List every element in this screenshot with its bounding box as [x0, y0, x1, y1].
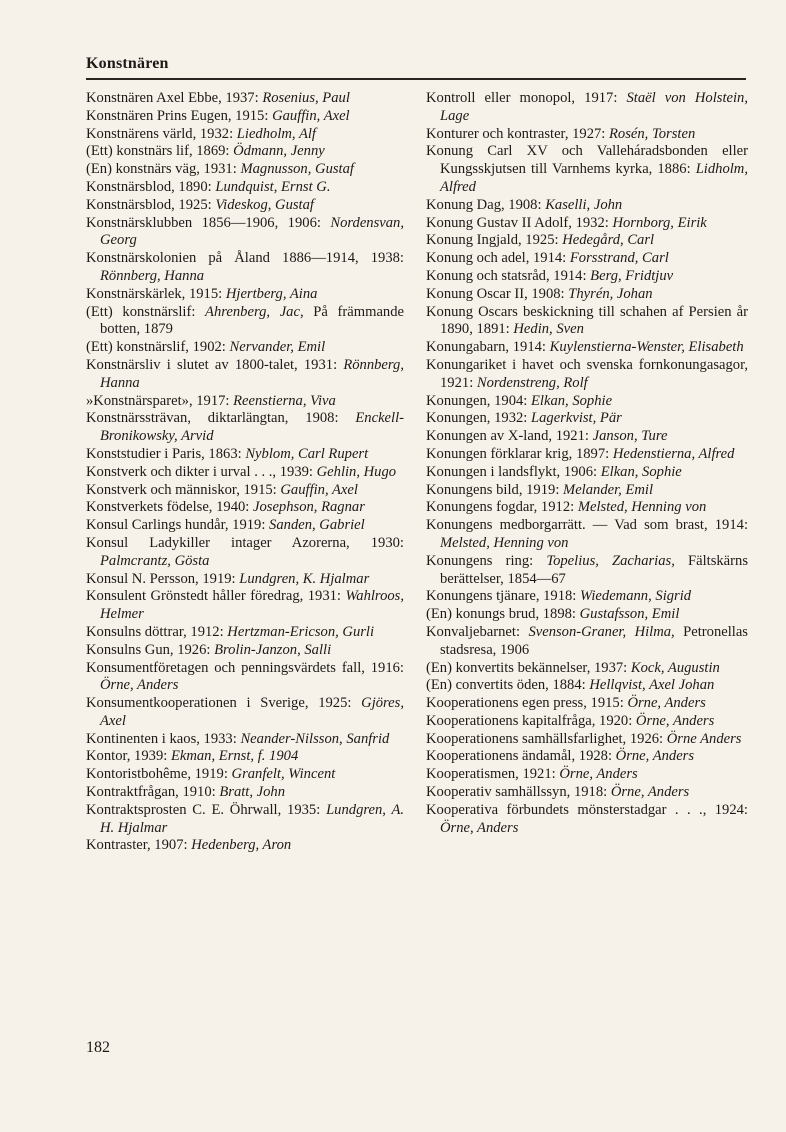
entry-author: Brolin-Janzon, Salli [214, 641, 332, 658]
entry-author: Hedenstierna, Alfred [612, 445, 735, 462]
entry-author: Lundgren, K. Hjalmar [239, 570, 370, 587]
entry-title: Konstnären Prins Eugen, 1915: [86, 107, 273, 124]
entry-title: Konstnärsklubben 1856—1906, 1906: [86, 214, 331, 231]
index-entry [426, 393, 748, 411]
index-entry [426, 410, 748, 428]
index-entry [426, 499, 748, 517]
entry-title: Konungariket i havet och svenska fornkonungasagor, 1921: [426, 356, 748, 391]
entry-author: Magnusson, Gustaf [240, 161, 354, 178]
index-entry [86, 802, 404, 838]
entry-author: Reenstierna, Viva [233, 392, 336, 409]
entry-author: Wahlroos, Helmer [100, 588, 404, 623]
entry-title: Konung Ingjald, 1925: [426, 232, 563, 249]
index-entry [86, 161, 404, 179]
index-entry [426, 250, 748, 268]
index-entry [426, 660, 748, 678]
entry-author: Topelius, Zacharias, [546, 552, 675, 569]
entry-author: Josephson, Ragnar [253, 499, 365, 516]
right-column [426, 90, 748, 837]
entry-author: Hornborg, Eirik [612, 214, 707, 231]
index-entry [426, 464, 748, 482]
index-entry [426, 428, 748, 446]
entry-title: Kontraktfrågan, 1910: [86, 784, 220, 801]
entry-title: Konungens tjänare, 1918: [426, 588, 581, 605]
entry-author: Ahrenberg, Jac, [205, 303, 304, 320]
index-entry [86, 393, 404, 411]
entry-author: Kock, Augustin [630, 659, 720, 676]
entry-title: Konung Gustav II Adolf, 1932: [426, 214, 613, 231]
entry-author: Nordenstreng, Rolf [476, 374, 588, 391]
index-entry [426, 268, 748, 286]
entry-title: Konstnären Axel Ebbe, 1937: [86, 90, 263, 106]
entry-title: Konung och adel, 1914: [426, 250, 570, 267]
entry-title: Konvaljebarnet: [426, 623, 529, 640]
entry-title: Konstnärsblod, 1890: [86, 178, 216, 195]
entry-title: Kooperationens samhällsfarlighet, 1926: [426, 730, 667, 747]
running-header: Konstnären [86, 55, 169, 72]
entry-author: Berg, Fridtjuv [590, 267, 674, 284]
entry-title: Konsulns Gun, 1926: [86, 641, 215, 658]
entry-suffix: Petronellas stadsresa, 1906 [440, 623, 748, 658]
index-entry [426, 517, 748, 553]
entry-author: Örne, Anders [610, 784, 690, 801]
index-entry [86, 499, 404, 517]
entry-author: Rosén, Torsten [609, 125, 696, 142]
entry-title: Kooperatismen, 1921: [426, 766, 560, 783]
entry-title: Konstnärens värld, 1932: [86, 125, 237, 142]
left-column [86, 90, 404, 855]
index-entry [426, 286, 748, 304]
entry-author: Nyblom, Carl Rupert [245, 445, 369, 462]
page-number: 182 [86, 1039, 110, 1056]
entry-author: Rönnberg, Hanna [100, 356, 404, 391]
entry-title: Konstnärsliv i slutet av 1800-talet, 1931: [86, 356, 344, 373]
entry-author: Lidholm, Alfred [440, 161, 748, 195]
entry-title: Konungens medborgarrätt. — Vad som brast, 1914: [426, 517, 748, 534]
entry-title: Konsul Carlings hundår, 1919: [86, 517, 270, 534]
index-entry [86, 624, 404, 642]
index-entry [86, 748, 404, 766]
index-entry [86, 215, 404, 251]
entry-title: Konungabarn, 1914: [426, 339, 550, 356]
entry-author: Hertzman-Ericson, Gurli [227, 623, 375, 640]
index-entry [426, 357, 748, 393]
entry-author: Janson, Ture [592, 428, 668, 445]
entry-title: Kooperativ samhällssyn, 1918: [426, 784, 611, 801]
index-entry [426, 802, 748, 838]
entry-author: Örne, Anders [627, 695, 706, 712]
entry-title: »Konstnärsparet», 1917: [86, 392, 234, 409]
entry-author: Hjertberg, Aina [225, 285, 318, 302]
index-entry [86, 784, 404, 802]
index-entry [86, 517, 404, 535]
entry-author: Elkan, Sophie [531, 392, 613, 409]
entry-title: Konungens bild, 1919: [426, 481, 564, 498]
entry-title: Konstnärskärlek, 1915: [86, 285, 226, 302]
entry-title: Kontoristbohême, 1919: [86, 766, 232, 783]
entry-title: Konsulent Grönstedt håller föredrag, 1931: [86, 588, 346, 605]
index-entry [426, 197, 748, 215]
entry-author: Enckell-Bronikowsky, Arvid [100, 410, 404, 445]
entry-title: Konungens fogdar, 1912: [426, 499, 578, 516]
index-entry [426, 588, 748, 606]
entry-title: Konsulns döttrar, 1912: [86, 623, 228, 640]
entry-author: Gjöres, Axel [100, 695, 404, 729]
entry-title: Konung och statsråd, 1914: [426, 267, 591, 284]
index-entry [86, 143, 404, 161]
index-entry [86, 339, 404, 357]
entry-author: Örne, Anders [635, 712, 715, 729]
index-entry [426, 482, 748, 500]
entry-title: Konungens ring: [426, 552, 547, 569]
index-entry [86, 731, 404, 749]
entry-title: Kooperativa förbundets mönsterstadgar . . ., 1924: [426, 801, 748, 818]
entry-title: Konstverkets födelse, 1940: [86, 499, 253, 516]
index-entry [86, 304, 404, 340]
entry-title: (En) konungs brud, 1898: [426, 606, 580, 623]
index-entry [426, 215, 748, 233]
entry-author: Bratt, John [219, 784, 286, 801]
index-entry [86, 695, 404, 731]
index-entry [426, 232, 748, 250]
entry-title: Konststudier i Paris, 1863: [86, 445, 246, 462]
entry-author: Melsted, Henning von [440, 534, 569, 551]
entry-author: Rosenius, Paul [262, 90, 350, 106]
index-entry [426, 731, 748, 749]
index-entry [426, 624, 748, 660]
index-entry [426, 748, 748, 766]
index-entry [86, 126, 404, 144]
entry-title: Konung Dag, 1908: [426, 196, 546, 213]
entry-author: Videskog, Gustaf [215, 196, 314, 213]
entry-author: Neander-Nilsson, Sanfrid [240, 730, 390, 747]
index-entry [426, 553, 748, 589]
entry-title: (Ett) konstnärslif: [86, 303, 206, 320]
entry-title: Konung Oscars beskickning till schahen af Persien år 1890, 1891: [426, 303, 748, 338]
entry-author: Melsted, Henning von [577, 499, 707, 516]
entry-title: Konsumentkooperationen i Sverige, 1925: [86, 695, 362, 712]
entry-title: Konungen av X-land, 1921: [426, 428, 593, 445]
index-entry [426, 339, 748, 357]
entry-title: Konungen, 1932: [426, 410, 531, 427]
index-entry [86, 197, 404, 215]
entry-title: Konsul N. Persson, 1919: [86, 570, 240, 587]
entry-author: Thyrén, Johan [568, 285, 653, 302]
entry-title: (En) konvertits bekännelser, 1937: [426, 659, 631, 676]
entry-title: Konstnärskolonien på Åland 1886—1914, 1938: [86, 250, 404, 267]
entry-author: Hellqvist, Axel Johan [589, 677, 715, 694]
index-entry [86, 90, 404, 108]
entry-author: Ekman, Ernst, f. 1904 [170, 748, 299, 765]
entry-title: (En) konstnärs väg, 1931: [86, 161, 241, 178]
entry-author: Liedholm, Alf [236, 125, 316, 142]
index-entry [426, 784, 748, 802]
index-entry [426, 713, 748, 731]
index-entry [86, 766, 404, 784]
entry-author: Melander, Emil [563, 481, 654, 498]
index-entry [86, 250, 404, 286]
entry-title: Konturer och kontraster, 1927: [426, 125, 610, 142]
index-entry [426, 695, 748, 713]
entry-author: Svenson-Graner, Hilma, [528, 623, 675, 640]
index-entry [86, 482, 404, 500]
entry-author: Sanden, Gabriel [269, 517, 365, 534]
entry-author: Staël von Holstein, Lage [440, 90, 748, 124]
entry-title: Konstnärsblod, 1925: [86, 196, 216, 213]
entry-title: Kontinenten i kaos, 1933: [86, 730, 241, 747]
entry-author: Nervander, Emil [229, 339, 326, 356]
entry-title: Konung Carl XV och Valleháradsbonden eller Kungsskjutsen till Varnhems kyrka, 1886: [426, 143, 748, 178]
entry-title: Kooperationens ändamål, 1928: [426, 748, 616, 765]
entry-author: Kuylenstierna-Wenster, Elisabeth [549, 339, 744, 356]
entry-author: Örne, Anders [615, 748, 695, 765]
index-entry [426, 446, 748, 464]
index-entry [426, 606, 748, 624]
entry-title: Konstnärssträvan, diktarlängtan, 1908: [86, 410, 356, 427]
index-entry [426, 143, 748, 196]
entry-author: Örne, Anders [440, 819, 519, 836]
index-entry [86, 286, 404, 304]
entry-title: Konungen i landsflykt, 1906: [426, 463, 601, 480]
index-entry [86, 660, 404, 696]
entry-author: Hedin, Sven [513, 321, 584, 338]
entry-author: Lundgren, A. H. Hjalmar [100, 801, 405, 836]
index-entry [86, 588, 404, 624]
entry-author: Nordensvan, Georg [100, 214, 404, 249]
entry-author: Rönnberg, Hanna [100, 267, 205, 284]
entry-author: Palmcrantz, Gösta [100, 552, 210, 569]
entry-author: Gauffin, Axel [272, 107, 350, 124]
entry-title: Konsul Ladykiller intager Azorerna, 1930: [86, 534, 404, 551]
entry-suffix: Fältskärns berättelser, 1854—67 [440, 552, 748, 587]
index-entry [86, 108, 404, 126]
index-entry [86, 571, 404, 589]
index-entry [86, 837, 404, 855]
index-entry [86, 357, 404, 393]
entry-title: Kontroll eller monopol, 1917: [426, 90, 627, 106]
entry-author: Gustafsson, Emil [579, 606, 680, 623]
entry-title: Konsumentföretagen och penningsvärdets fall, 1916: [86, 659, 404, 676]
index-entry [426, 90, 748, 126]
entry-suffix: På främmande botten, 1879 [100, 303, 404, 338]
index-entry [86, 464, 404, 482]
entry-author: Granfelt, Wincent [231, 766, 336, 783]
entry-title: Kooperationens egen press, 1915: [426, 695, 628, 712]
entry-title: Kontraster, 1907: [86, 837, 192, 854]
entry-author: Kaselli, John [545, 196, 623, 213]
entry-author: Wiedemann, Sigrid [580, 588, 692, 605]
entry-author: Elkan, Sophie [600, 463, 682, 480]
entry-title: Kooperationens kapitalfråga, 1920: [426, 712, 636, 729]
entry-title: Konstverk och dikter i urval . . ., 1939: [86, 463, 317, 480]
index-entry [426, 126, 748, 144]
index-entry [86, 179, 404, 197]
entry-title: Konungen förklarar krig, 1897: [426, 445, 613, 462]
entry-author: Gauffin, Axel [280, 481, 358, 498]
entry-title: Konung Oscar II, 1908: [426, 285, 569, 302]
index-entry [86, 642, 404, 660]
index-entry [86, 446, 404, 464]
entry-author: Ödmann, Jenny [233, 143, 325, 160]
entry-author: Hedegård, Carl [562, 232, 655, 249]
index-entry [426, 766, 748, 784]
index-entry [426, 677, 748, 695]
entry-title: (Ett) konstnärs lif, 1869: [86, 143, 234, 160]
entry-title: Kontraktsprosten C. E. Öhrwall, 1935: [86, 801, 327, 818]
entry-author: Lagerkvist, Pär [531, 410, 622, 427]
entry-author: Lundquist, Ernst G. [215, 178, 331, 195]
index-entry [86, 410, 404, 446]
index-entry [86, 535, 404, 571]
entry-title: (En) convertits öden, 1884: [426, 677, 590, 694]
entry-title: Konstverk och människor, 1915: [86, 481, 281, 498]
entry-author: Gehlin, Hugo [316, 463, 397, 480]
index-entry [426, 304, 748, 340]
entry-title: (Ett) konstnärslif, 1902: [86, 339, 230, 356]
entry-author: Örne, Anders [559, 766, 638, 783]
entry-author: Örne Anders [666, 730, 742, 747]
entry-title: Kontor, 1939: [86, 748, 171, 765]
header-rule [86, 78, 746, 80]
entry-author: Hedenberg, Aron [191, 837, 292, 854]
entry-author: Forsstrand, Carl [569, 250, 669, 267]
entry-author: Örne, Anders [100, 677, 179, 694]
entry-title: Konungen, 1904: [426, 392, 531, 409]
